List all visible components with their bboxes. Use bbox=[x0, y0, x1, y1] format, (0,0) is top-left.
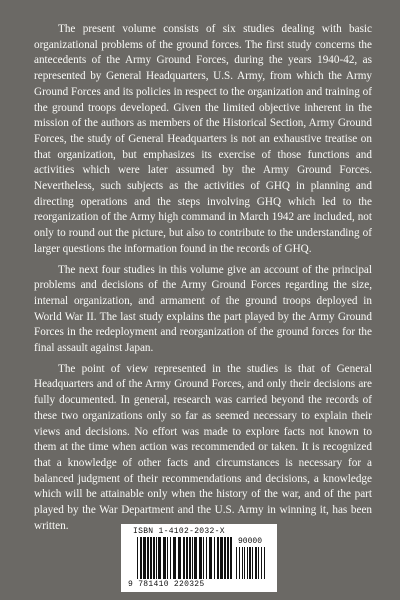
barcode-bar bbox=[206, 537, 207, 579]
barcode-bar bbox=[173, 537, 176, 579]
barcode-bar bbox=[214, 537, 215, 579]
paragraph-2: The next four studies in this volume give an account of the principal problems and decisions of the Army Ground Forces regarding the size, internal organization, and armament of the ground troops deployed in World War II. The last study explains the part played by the Army Ground Forces in the redeployment and reorganization of the ground forces for the final assault against Japan. bbox=[34, 263, 372, 355]
barcode-bar bbox=[137, 537, 138, 579]
barcode-bar bbox=[192, 537, 193, 579]
barcode-bar bbox=[249, 547, 251, 579]
barcode-bar bbox=[244, 547, 245, 579]
barcode-bar bbox=[261, 547, 262, 579]
barcode-bar bbox=[230, 537, 232, 579]
barcode-bar bbox=[163, 537, 166, 579]
barcode-bar bbox=[258, 547, 259, 579]
barcode-bar bbox=[147, 537, 149, 579]
barcode-bar bbox=[153, 537, 155, 579]
barcode-bar bbox=[236, 547, 237, 579]
paragraph-1: The present volume consists of six studies dealing with basic organizational problems of the ground forces. The first study concerns the antecedents of the Army Ground Forces, during the years 1940-42, as represented by General Headquarters, U.S. Army, from which the Army Ground Forces and its policies in respect to the organization and training of the ground troops developed. Given the limited objective inherent in the mission of the authors as members of the Historical Section, Army Ground Forces, the study of General Headquarters is not an exhaustive treatise on that organization, but emphasizes its exercise of those functions and activities which were later assumed by the Army Ground Forces. Nevertheless, such subjects as the activities of GHQ in planning and directing operations and the steps involving GHQ which led to the reorganization of the Army high command in March 1942 are included, not only to round out the picture, but also to contribute to the understanding of larger questions the information found in the records of GHQ. bbox=[34, 23, 372, 255]
isbn-label: ISBN 1-4102-2032-X bbox=[133, 527, 225, 536]
barcode-bar bbox=[247, 547, 248, 579]
barcode-bar bbox=[178, 537, 181, 579]
barcode-bar bbox=[170, 537, 171, 579]
addon-barcode-bars bbox=[236, 547, 266, 579]
barcode-bar bbox=[227, 537, 229, 579]
barcode-bar bbox=[189, 537, 191, 579]
price-code: 90000 bbox=[238, 537, 263, 546]
barcode-bar bbox=[203, 537, 204, 579]
barcode-bar bbox=[143, 537, 146, 579]
barcode-bar bbox=[209, 537, 212, 579]
barcode-bar bbox=[186, 537, 188, 579]
ean-barcode-bars bbox=[137, 537, 233, 579]
barcode-bar bbox=[156, 537, 157, 579]
barcode-bar bbox=[150, 537, 152, 579]
paragraph-3: The point of view represented in the studies is that of General Headquarters and of the Army Ground Forces, and only their decisions are fully documented. In general, research was carried beyond the records of these two organizations only so far as seemed necessary to explain their views and decisions. No effort was made to explore facts not known to them at the time when action was recommended or taken. It is recognized that a knowledge of other facts and circumstances is necessary for a balanced judgment of their recommendations and decisions, a knowledge which will be attainable only when the history of the war, and of the part played by the War Department and the U.S. Army in winning it, has been written. bbox=[34, 362, 372, 532]
barcode bbox=[121, 524, 277, 592]
barcode-bar bbox=[224, 537, 226, 579]
barcode-bar bbox=[252, 547, 253, 579]
barcode-bar bbox=[217, 537, 219, 579]
barcode-bar bbox=[199, 537, 202, 579]
barcode-bar bbox=[264, 547, 265, 579]
ean-number: 9 781410 220325 bbox=[128, 580, 205, 589]
barcode-bar bbox=[194, 537, 197, 579]
barcode-bar bbox=[158, 537, 161, 579]
barcode-bar bbox=[242, 547, 243, 579]
barcode-bar bbox=[167, 537, 168, 579]
barcode-bar bbox=[140, 537, 142, 579]
barcode-bar bbox=[183, 537, 185, 579]
barcode-bar bbox=[255, 547, 257, 579]
barcode-bar bbox=[239, 547, 240, 579]
back-cover-text bbox=[34, 22, 372, 540]
barcode-bar bbox=[220, 537, 223, 579]
